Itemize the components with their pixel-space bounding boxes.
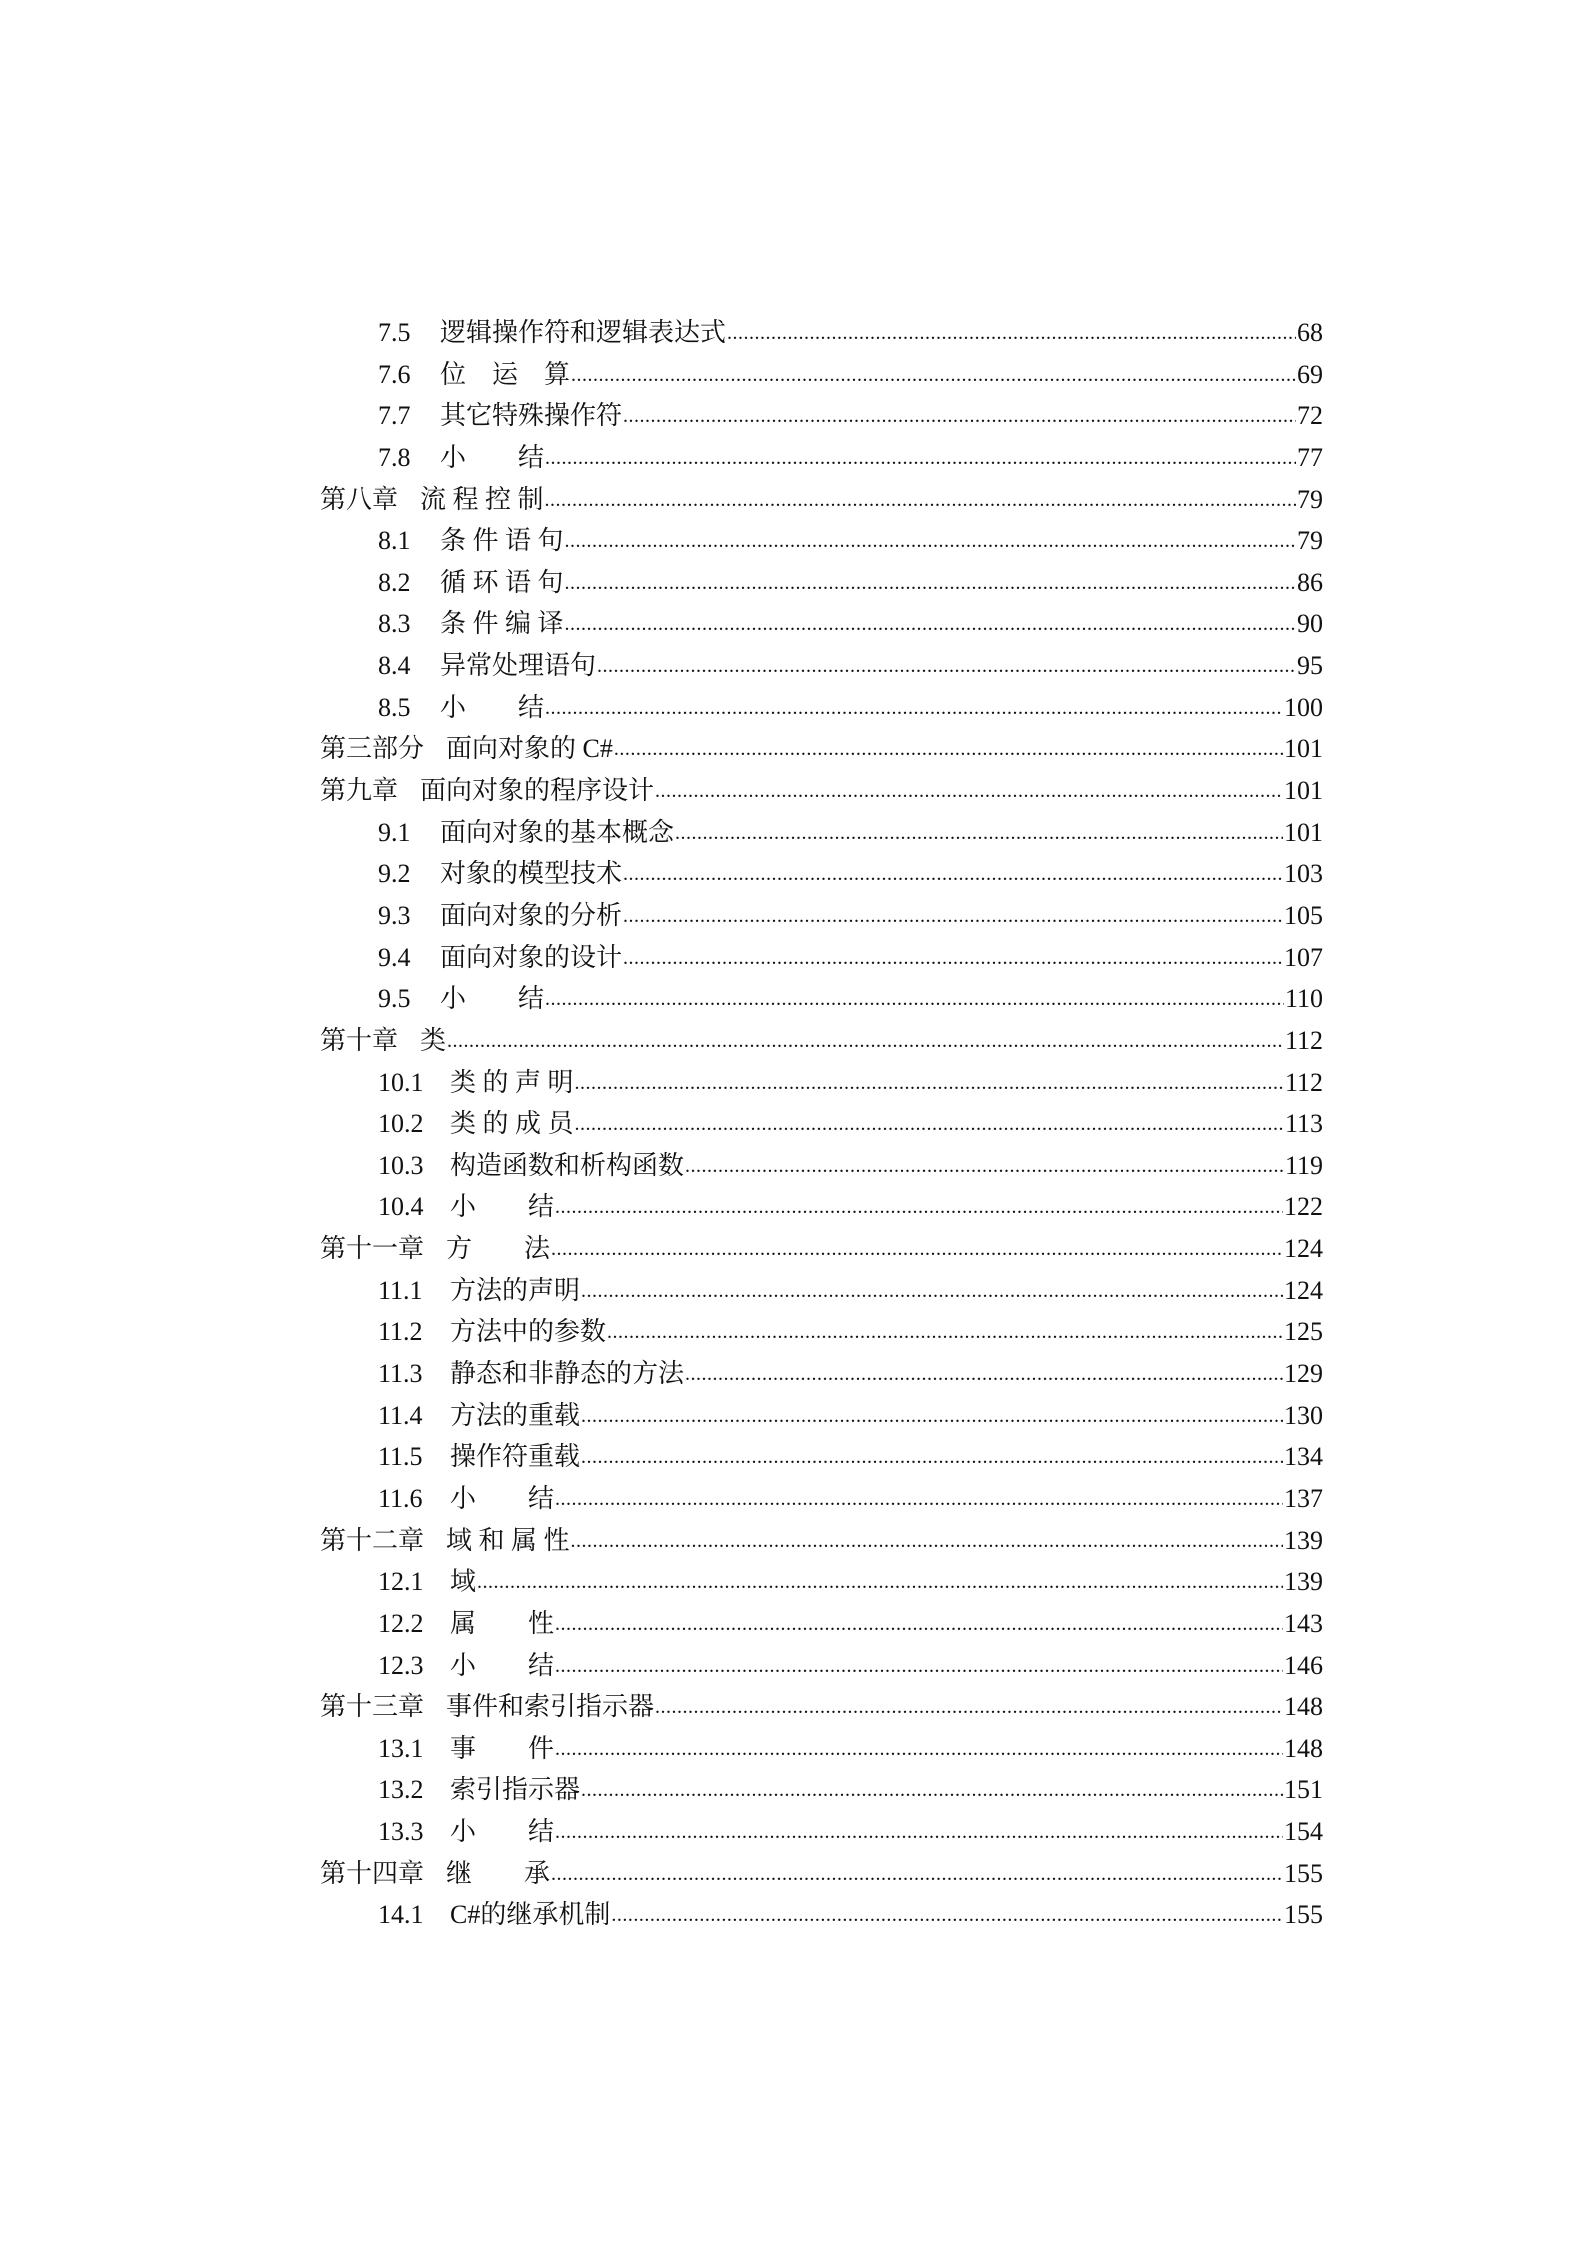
chapter-number: 第十二章 — [320, 1525, 425, 1555]
section-title: 小 结 — [450, 1650, 555, 1680]
toc-entry[interactable] — [320, 1728, 1323, 1770]
chapter-title: 方 法 — [446, 1234, 551, 1264]
toc-entry[interactable] — [320, 1270, 1323, 1312]
section-number: 12.2 — [378, 1608, 424, 1638]
section-title: 条 件 编 译 — [440, 609, 564, 639]
page-number: 105 — [1284, 900, 1323, 930]
toc-entry[interactable] — [320, 1478, 1323, 1520]
dot-leader — [565, 601, 1296, 646]
section-title: 面向对象的基本概念 — [440, 817, 675, 847]
chapter-title: 事件和索引指示器 — [446, 1692, 655, 1722]
toc-entry[interactable] — [320, 437, 1323, 479]
section-number: 9.2 — [378, 859, 411, 889]
section-title: 构造函数和析构函数 — [450, 1150, 685, 1180]
page-number: 68 — [1297, 318, 1323, 347]
page-number: 129 — [1284, 1359, 1323, 1389]
page-number: 90 — [1297, 609, 1323, 639]
toc-entry[interactable] — [320, 1062, 1323, 1104]
page-number: 125 — [1284, 1317, 1323, 1347]
section-title: 异常处理语句 — [440, 651, 597, 681]
chapter-number: 第八章 — [320, 484, 399, 514]
section-number: 8.4 — [378, 651, 411, 681]
toc-entry[interactable] — [320, 354, 1323, 396]
section-number: 9.1 — [378, 817, 411, 847]
page-number: 107 — [1284, 942, 1323, 972]
section-number: 13.3 — [378, 1817, 424, 1847]
section-title: 小 结 — [440, 692, 545, 722]
section-title: 域 — [450, 1567, 477, 1597]
dot-leader — [614, 726, 1283, 771]
section-title: 索引指示器 — [450, 1775, 581, 1805]
section-title: 类 的 声 明 — [450, 1067, 574, 1097]
section-number: 7.5 — [378, 318, 411, 347]
chapter-title: 面向对象的程序设计 — [420, 776, 655, 806]
section-title: 方法的重载 — [450, 1400, 581, 1430]
chapter-title: 流 程 控 制 — [420, 484, 544, 514]
section-number: 11.3 — [378, 1359, 423, 1389]
section-number: 14.1 — [378, 1900, 424, 1930]
toc-entry[interactable] — [320, 895, 1323, 937]
section-title: 面向对象的设计 — [440, 942, 623, 972]
section-title: 循 环 语 句 — [440, 567, 564, 597]
dot-leader — [611, 1892, 1283, 1937]
toc-chapter-entry[interactable] — [320, 479, 1323, 521]
section-title: 小 结 — [450, 1483, 555, 1513]
section-number: 8.2 — [378, 567, 411, 597]
section-number: 11.4 — [378, 1400, 423, 1430]
section-number: 10.3 — [378, 1150, 424, 1180]
toc-entry[interactable] — [320, 1145, 1323, 1187]
section-number: 10.2 — [378, 1109, 424, 1139]
dot-leader — [581, 1434, 1283, 1479]
dot-leader — [623, 851, 1283, 896]
dot-leader — [655, 768, 1283, 813]
section-number: 7.7 — [378, 401, 411, 431]
section-number: 11.5 — [378, 1442, 423, 1472]
toc-entry[interactable] — [320, 520, 1323, 562]
toc-entry[interactable] — [320, 395, 1323, 437]
section-number: 7.6 — [378, 359, 411, 389]
dot-leader — [623, 393, 1296, 438]
section-title: 条 件 语 句 — [440, 526, 564, 556]
page-number: 124 — [1284, 1234, 1323, 1264]
dot-leader — [581, 1268, 1283, 1313]
page-number: 101 — [1284, 776, 1323, 806]
toc-entry[interactable] — [320, 853, 1323, 895]
chapter-number: 第十一章 — [320, 1234, 425, 1264]
section-number: 11.6 — [378, 1483, 423, 1513]
toc-entry[interactable] — [320, 1103, 1323, 1145]
section-title: 小 结 — [450, 1817, 555, 1847]
toc-part-entry[interactable] — [320, 728, 1323, 770]
toc-entry[interactable] — [320, 978, 1323, 1020]
toc-entry[interactable] — [320, 1894, 1323, 1936]
page-number: 130 — [1284, 1400, 1323, 1430]
dot-leader — [685, 1351, 1283, 1396]
chapter-number: 第十四章 — [320, 1858, 425, 1888]
section-number: 13.2 — [378, 1775, 424, 1805]
toc-entry[interactable] — [320, 1186, 1323, 1228]
chapter-title: 类 — [420, 1025, 447, 1055]
dot-leader — [571, 352, 1296, 397]
page-number: 122 — [1284, 1192, 1323, 1222]
section-title: 面向对象的分析 — [440, 900, 623, 930]
dot-leader — [545, 435, 1296, 480]
section-title: 逻辑操作符和逻辑表达式 — [440, 318, 727, 347]
page-number: 148 — [1284, 1692, 1323, 1722]
toc-entry[interactable] — [320, 312, 1323, 354]
page-number: 100 — [1284, 692, 1323, 722]
page-number: 134 — [1284, 1442, 1323, 1472]
dot-leader — [581, 1767, 1283, 1812]
section-title: 位 运 算 — [440, 359, 571, 389]
section-title: 对象的模型技术 — [440, 859, 623, 889]
page-number: 137 — [1284, 1483, 1323, 1513]
section-number: 8.1 — [378, 526, 411, 556]
dot-leader — [571, 1518, 1283, 1563]
dot-leader — [607, 1309, 1283, 1354]
dot-leader — [551, 1851, 1283, 1896]
section-title: 属 性 — [450, 1608, 555, 1638]
dot-leader — [685, 1143, 1284, 1188]
page-number: 146 — [1284, 1650, 1323, 1680]
toc-entry[interactable] — [320, 687, 1323, 729]
dot-leader — [581, 1393, 1283, 1438]
section-title: C#的继承机制 — [450, 1900, 611, 1930]
dot-leader — [555, 1601, 1283, 1646]
dot-leader — [551, 1226, 1283, 1271]
section-number: 13.1 — [378, 1733, 424, 1763]
section-number: 8.3 — [378, 609, 411, 639]
dot-leader — [727, 310, 1296, 355]
section-title: 静态和非静态的方法 — [450, 1359, 685, 1389]
page-number: 95 — [1297, 651, 1323, 681]
dot-leader — [623, 935, 1283, 980]
page-number: 69 — [1297, 359, 1323, 389]
section-title: 方法的声明 — [450, 1275, 581, 1305]
toc-chapter-entry[interactable] — [320, 1520, 1323, 1562]
chapter-number: 第十三章 — [320, 1692, 425, 1722]
toc-entry[interactable] — [320, 562, 1323, 604]
dot-leader — [575, 1060, 1284, 1105]
page-number: 139 — [1284, 1567, 1323, 1597]
page-number: 79 — [1297, 484, 1323, 514]
page-number: 112 — [1284, 1067, 1323, 1097]
chapter-title: 继 承 — [446, 1858, 551, 1888]
toc-entry[interactable] — [320, 1561, 1323, 1603]
dot-leader — [555, 1184, 1283, 1229]
dot-leader — [555, 1726, 1283, 1771]
page-number: 119 — [1284, 1150, 1323, 1180]
toc-entry[interactable] — [320, 1311, 1323, 1353]
page-number: 151 — [1284, 1775, 1323, 1805]
toc-entry[interactable] — [320, 1395, 1323, 1437]
page-number: 110 — [1284, 984, 1323, 1014]
toc-entry[interactable] — [320, 645, 1323, 687]
part-title: 面向对象的 C# — [446, 734, 613, 764]
toc-entry[interactable] — [320, 1353, 1323, 1395]
section-title: 方法中的参数 — [450, 1317, 607, 1347]
page-number: 154 — [1284, 1817, 1323, 1847]
dot-leader — [623, 893, 1283, 938]
chapter-number: 第十章 — [320, 1025, 399, 1055]
section-number: 7.8 — [378, 442, 411, 472]
section-title: 事 件 — [450, 1733, 555, 1763]
dot-leader — [575, 1101, 1284, 1146]
dot-leader — [655, 1684, 1283, 1729]
toc-entry[interactable] — [320, 1769, 1323, 1811]
page-number: 101 — [1284, 817, 1323, 847]
section-title: 其它特殊操作符 — [440, 401, 623, 431]
toc-chapter-entry[interactable] — [320, 1853, 1323, 1895]
section-number: 11.1 — [378, 1275, 423, 1305]
toc-entry[interactable] — [320, 603, 1323, 645]
dot-leader — [545, 477, 1296, 522]
page-number: 103 — [1284, 859, 1323, 889]
table-of-contents — [320, 312, 1323, 1936]
section-number: 10.1 — [378, 1067, 424, 1097]
section-title: 小 结 — [440, 442, 545, 472]
toc-chapter-entry[interactable] — [320, 1020, 1323, 1062]
dot-leader — [477, 1559, 1283, 1604]
section-number: 9.5 — [378, 984, 411, 1014]
dot-leader — [565, 560, 1296, 605]
toc-chapter-entry[interactable] — [320, 770, 1323, 812]
toc-chapter-entry[interactable] — [320, 1228, 1323, 1270]
dot-leader — [565, 518, 1296, 563]
page-number: 86 — [1297, 567, 1323, 597]
part-number: 第三部分 — [320, 734, 425, 764]
dot-leader — [555, 1643, 1283, 1688]
toc-entry[interactable] — [320, 937, 1323, 979]
page-number: 143 — [1284, 1608, 1323, 1638]
toc-entry[interactable] — [320, 1603, 1323, 1645]
dot-leader — [555, 1476, 1283, 1521]
chapter-number: 第九章 — [320, 776, 399, 806]
section-number: 8.5 — [378, 692, 411, 722]
dot-leader — [675, 810, 1283, 855]
page-number: 72 — [1297, 401, 1323, 431]
toc-entry[interactable] — [320, 1436, 1323, 1478]
dot-leader — [555, 1809, 1283, 1854]
page-number: 139 — [1284, 1525, 1323, 1555]
dot-leader — [597, 643, 1296, 688]
page-number: 155 — [1284, 1858, 1323, 1888]
page-number: 124 — [1284, 1275, 1323, 1305]
section-number: 12.3 — [378, 1650, 424, 1680]
section-number: 9.4 — [378, 942, 411, 972]
page-number: 113 — [1284, 1109, 1323, 1139]
page-number: 77 — [1297, 442, 1323, 472]
toc-entry[interactable] — [320, 812, 1323, 854]
section-title: 小 结 — [450, 1192, 555, 1222]
section-number: 10.4 — [378, 1192, 424, 1222]
section-title: 小 结 — [440, 984, 545, 1014]
dot-leader — [447, 1018, 1284, 1063]
toc-entry[interactable] — [320, 1645, 1323, 1687]
toc-entry[interactable] — [320, 1811, 1323, 1853]
page-number: 112 — [1284, 1025, 1323, 1055]
dot-leader — [545, 976, 1284, 1021]
section-number: 11.2 — [378, 1317, 423, 1347]
chapter-title: 域 和 属 性 — [446, 1525, 570, 1555]
page-number: 79 — [1297, 526, 1323, 556]
section-title: 操作符重载 — [450, 1442, 581, 1472]
page-number: 155 — [1284, 1900, 1323, 1930]
section-title: 类 的 成 员 — [450, 1109, 574, 1139]
dot-leader — [545, 685, 1283, 730]
toc-chapter-entry[interactable] — [320, 1686, 1323, 1728]
section-number: 12.1 — [378, 1567, 424, 1597]
page-number: 148 — [1284, 1733, 1323, 1763]
page-number: 101 — [1284, 734, 1323, 764]
section-number: 9.3 — [378, 900, 411, 930]
